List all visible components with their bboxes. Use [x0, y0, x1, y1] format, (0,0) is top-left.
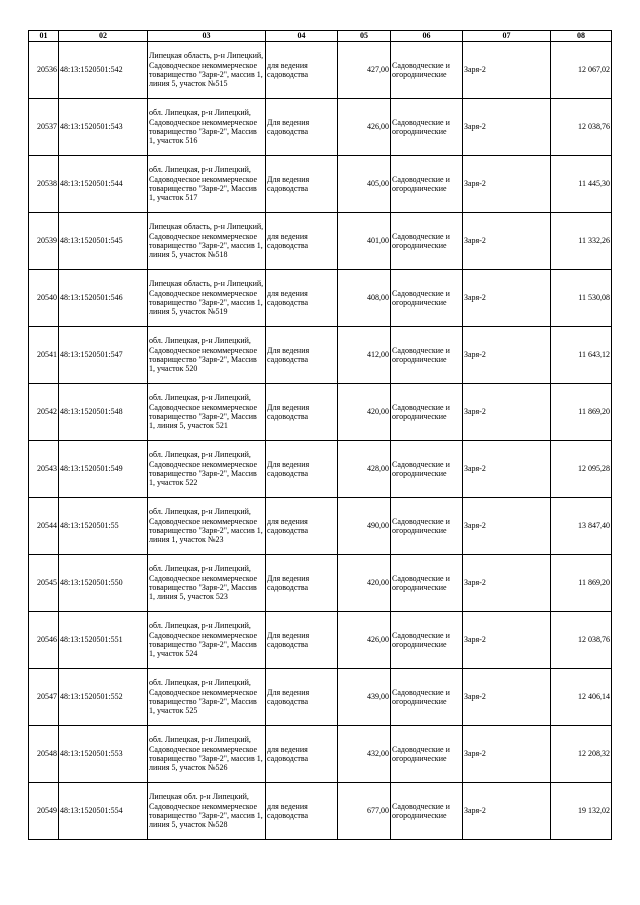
land-category: Садоводческие и огороднические	[392, 402, 450, 421]
row-number: 20543	[37, 464, 57, 474]
association-name-cell	[463, 783, 551, 840]
row-number-cell	[29, 726, 59, 783]
address-cell	[148, 669, 266, 726]
cadastral-number-cell	[59, 783, 148, 840]
cadastral-number: 48:13:1520501:546	[60, 293, 123, 303]
table-row	[29, 384, 612, 441]
association-name: Заря-2	[464, 179, 486, 189]
land-category-cell	[391, 555, 463, 612]
land-category-cell	[391, 327, 463, 384]
address-cell	[148, 270, 266, 327]
association-name-cell	[463, 441, 551, 498]
area-value-cell	[338, 156, 391, 213]
row-number-cell	[29, 441, 59, 498]
land-use-cell	[266, 42, 338, 99]
land-use: Для ведения садоводства	[267, 459, 310, 478]
row-number: 20547	[37, 692, 57, 702]
land-category-cell	[391, 612, 463, 669]
land-category-cell	[391, 99, 463, 156]
table-row	[29, 669, 612, 726]
cadastral-value: 19 132,02	[578, 806, 610, 816]
cadastral-number: 48:13:1520501:545	[60, 236, 123, 246]
area-value: 405,00	[367, 179, 389, 189]
address-cell	[148, 441, 266, 498]
land-category: Садоводческие и огороднические	[392, 516, 450, 535]
cadastral-number-cell	[59, 612, 148, 669]
land-use: Для ведения садоводства	[267, 174, 310, 193]
address-cell	[148, 42, 266, 99]
land-category: Садоводческие и огороднические	[392, 174, 450, 193]
land-category: Садоводческие и огороднические	[392, 345, 450, 364]
land-use-cell	[266, 213, 338, 270]
table-row	[29, 783, 612, 840]
land-use-cell	[266, 156, 338, 213]
land-use-cell	[266, 270, 338, 327]
address: обл. Липецкая, р-н Липецкий, Садоводческое некоммерческое товарищество "Заря-2", Массив 1, участок 516	[149, 108, 258, 146]
table-row	[29, 327, 612, 384]
row-number-cell	[29, 42, 59, 99]
association-name: Заря-2	[464, 350, 486, 360]
cadastral-value-cell	[551, 327, 612, 384]
association-name-cell	[463, 384, 551, 441]
cadastral-number: 48:13:1520501:553	[60, 749, 123, 759]
cadastral-number: 48:13:1520501:554	[60, 806, 123, 816]
land-category: Садоводческие и огороднические	[392, 288, 450, 307]
land-category-cell	[391, 669, 463, 726]
cadastral-number: 48:13:1520501:543	[60, 122, 123, 132]
table-row	[29, 612, 612, 669]
area-value-cell	[338, 384, 391, 441]
association-name-cell	[463, 42, 551, 99]
cadastral-number-cell	[59, 726, 148, 783]
cadastral-number-cell	[59, 99, 148, 156]
address-cell	[148, 783, 266, 840]
cadastral-value-cell	[551, 783, 612, 840]
association-name-cell	[463, 555, 551, 612]
address-cell	[148, 612, 266, 669]
row-number-cell	[29, 156, 59, 213]
cadastral-value-cell	[551, 441, 612, 498]
land-category-cell	[391, 783, 463, 840]
land-use: Для ведения садоводства	[267, 402, 310, 421]
table-body	[29, 42, 612, 840]
row-number: 20544	[37, 521, 57, 531]
row-number: 20539	[37, 236, 57, 246]
cadastral-number: 48:13:1520501:552	[60, 692, 123, 702]
cadastral-number-cell	[59, 498, 148, 555]
address: Липецкая область, р-н Липецкий, Садоводческое некоммерческое товарищество "Заря-2", массив 1, линия 5, участок №519	[149, 279, 264, 317]
table-row	[29, 555, 612, 612]
cadastral-value-cell	[551, 213, 612, 270]
area-value: 412,00	[367, 350, 389, 360]
address-cell	[148, 555, 266, 612]
land-category: Садоводческие и огороднические	[392, 801, 450, 820]
cadastral-number: 48:13:1520501:551	[60, 635, 123, 645]
land-category: Садоводческие и огороднические	[392, 459, 450, 478]
address-cell	[148, 213, 266, 270]
address: обл. Липецкая, р-н Липецкий, Садоводческое некоммерческое товарищество "Заря-2", Массив 1, участок 524	[149, 621, 258, 659]
cadastral-number-cell	[59, 669, 148, 726]
row-number: 20541	[37, 350, 57, 360]
area-value-cell	[338, 783, 391, 840]
cadastral-number-cell	[59, 384, 148, 441]
area-value-cell	[338, 327, 391, 384]
address: обл. Липецкая, р-н Липецкий, Садоводческое некоммерческое товарищество "Заря-2", массив 1, линия 5, участок №526	[149, 735, 263, 773]
area-value-cell	[338, 612, 391, 669]
area-value: 420,00	[367, 407, 389, 417]
area-value-cell	[338, 555, 391, 612]
row-number: 20549	[37, 806, 57, 816]
land-use-cell	[266, 99, 338, 156]
land-category: Садоводческие и огороднические	[392, 630, 450, 649]
column-header: 05	[338, 31, 391, 42]
cadastral-number: 48:13:1520501:544	[60, 179, 123, 189]
land-use: для ведения садоводства	[267, 60, 309, 79]
land-category: Садоводческие и огороднические	[392, 60, 450, 79]
land-category: Садоводческие и огороднические	[392, 744, 450, 763]
table-row	[29, 156, 612, 213]
association-name-cell	[463, 612, 551, 669]
association-name-cell	[463, 327, 551, 384]
row-number-cell	[29, 612, 59, 669]
land-use-cell	[266, 384, 338, 441]
cadastral-number-cell	[59, 156, 148, 213]
area-value-cell	[338, 99, 391, 156]
area-value-cell	[338, 270, 391, 327]
row-number-cell	[29, 669, 59, 726]
association-name-cell	[463, 99, 551, 156]
cadastral-value: 12 067,02	[578, 65, 610, 75]
association-name: Заря-2	[464, 578, 486, 588]
cadastral-number-cell	[59, 42, 148, 99]
land-use-cell	[266, 783, 338, 840]
cadastral-value: 12 038,76	[578, 122, 610, 132]
cadastral-value-cell	[551, 555, 612, 612]
cadastral-value-cell	[551, 669, 612, 726]
association-name: Заря-2	[464, 236, 486, 246]
association-name: Заря-2	[464, 122, 486, 132]
column-header: 08	[551, 31, 612, 42]
address-cell	[148, 726, 266, 783]
cadastral-value-cell	[551, 270, 612, 327]
address: обл. Липецкая, р-н Липецкий, Садоводческое некоммерческое товарищество "Заря-2", Массив 1, участок 520	[149, 336, 258, 374]
area-value: 432,00	[367, 749, 389, 759]
cadastral-number-cell	[59, 555, 148, 612]
address: Липецкая обл. р-н Липецкий, Садоводческое некоммерческое товарищество "Заря-2", массив 1, линия 5, участок №528	[149, 792, 263, 830]
land-use-cell	[266, 669, 338, 726]
land-use: для ведения садоводства	[267, 801, 309, 820]
cadastral-value-cell	[551, 99, 612, 156]
area-value-cell	[338, 726, 391, 783]
cadastral-value: 11 869,20	[578, 407, 610, 417]
address: Липецкая область, р-н Липецкий, Садоводческое некоммерческое товарищество "Заря-2", массив 1, линия 5, участок №518	[149, 222, 264, 260]
cadastral-value-cell	[551, 156, 612, 213]
cadastral-number-cell	[59, 327, 148, 384]
association-name: Заря-2	[464, 749, 486, 759]
column-header: 06	[391, 31, 463, 42]
cadastral-number-cell	[59, 213, 148, 270]
cadastral-value-cell	[551, 42, 612, 99]
row-number: 20540	[37, 293, 57, 303]
cadastral-value: 11 445,30	[578, 179, 610, 189]
land-use-cell	[266, 555, 338, 612]
column-header: 03	[148, 31, 266, 42]
address: обл. Липецкая, р-н Липецкий, Садоводческое некоммерческое товарищество "Заря-2", Массив 1, участок 517	[149, 165, 258, 203]
area-value: 426,00	[367, 635, 389, 645]
area-value-cell	[338, 213, 391, 270]
land-use: для ведения садоводства	[267, 516, 309, 535]
cadastral-value-cell	[551, 498, 612, 555]
land-use: Для ведения садоводства	[267, 117, 310, 136]
area-value: 439,00	[367, 692, 389, 702]
area-value-cell	[338, 669, 391, 726]
land-category: Садоводческие и огороднические	[392, 687, 450, 706]
row-number: 20545	[37, 578, 57, 588]
cadastral-value: 11 530,08	[578, 293, 610, 303]
association-name: Заря-2	[464, 293, 486, 303]
land-category-cell	[391, 213, 463, 270]
area-value: 490,00	[367, 521, 389, 531]
cadastral-value: 11 332,26	[578, 236, 610, 246]
association-name: Заря-2	[464, 521, 486, 531]
cadastral-number: 48:13:1520501:55	[60, 521, 119, 531]
row-number: 20536	[37, 65, 57, 75]
land-category-cell	[391, 384, 463, 441]
row-number-cell	[29, 99, 59, 156]
address: обл. Липецкая, р-н Липецкий, Садоводческое некоммерческое товарищество "Заря-2", Массив 1, линия 5, участок 523	[149, 564, 258, 602]
association-name-cell	[463, 156, 551, 213]
table-row	[29, 99, 612, 156]
cadastral-number: 48:13:1520501:542	[60, 65, 123, 75]
row-number-cell	[29, 384, 59, 441]
cadastral-value: 11 869,20	[578, 578, 610, 588]
table-row	[29, 498, 612, 555]
cadastral-value: 12 038,76	[578, 635, 610, 645]
land-use: Для ведения садоводства	[267, 687, 310, 706]
cadastral-number-cell	[59, 441, 148, 498]
cadastral-value: 12 095,28	[578, 464, 610, 474]
cadastral-value-cell	[551, 384, 612, 441]
association-name: Заря-2	[464, 806, 486, 816]
area-value-cell	[338, 441, 391, 498]
area-value: 408,00	[367, 293, 389, 303]
land-use: для ведения садоводства	[267, 744, 309, 763]
association-name-cell	[463, 270, 551, 327]
cadastral-value: 11 643,12	[578, 350, 610, 360]
land-use: Для ведения садоводства	[267, 630, 310, 649]
land-use-cell	[266, 327, 338, 384]
address: Липецкая область, р-н Липецкий, Садоводческое некоммерческое товарищество "Заря-2", массив 1, линия 5, участок №515	[149, 51, 264, 89]
address-cell	[148, 498, 266, 555]
row-number-cell	[29, 555, 59, 612]
land-category-cell	[391, 270, 463, 327]
land-category-cell	[391, 42, 463, 99]
land-category-cell	[391, 726, 463, 783]
association-name-cell	[463, 669, 551, 726]
area-value: 401,00	[367, 236, 389, 246]
row-number-cell	[29, 498, 59, 555]
association-name: Заря-2	[464, 65, 486, 75]
land-use: Для ведения садоводства	[267, 345, 310, 364]
table-row	[29, 213, 612, 270]
table-row	[29, 726, 612, 783]
area-value: 426,00	[367, 122, 389, 132]
area-value-cell	[338, 42, 391, 99]
address-cell	[148, 384, 266, 441]
land-category: Садоводческие и огороднические	[392, 117, 450, 136]
land-use-cell	[266, 498, 338, 555]
cadastral-value: 13 847,40	[578, 521, 610, 531]
land-use-cell	[266, 612, 338, 669]
cadastral-number: 48:13:1520501:547	[60, 350, 123, 360]
land-category: Садоводческие и огороднические	[392, 573, 450, 592]
area-value: 427,00	[367, 65, 389, 75]
cadastral-number-cell	[59, 270, 148, 327]
address: обл. Липецкая, р-н Липецкий, Садоводческое некоммерческое товарищество "Заря-2", Массив 1, участок 525	[149, 678, 258, 716]
address-cell	[148, 99, 266, 156]
land-use: Для ведения садоводства	[267, 573, 310, 592]
association-name: Заря-2	[464, 407, 486, 417]
land-category-cell	[391, 441, 463, 498]
association-name: Заря-2	[464, 635, 486, 645]
land-registry-table	[28, 30, 612, 840]
land-use: для ведения садоводства	[267, 288, 309, 307]
table-row	[29, 270, 612, 327]
land-use-cell	[266, 441, 338, 498]
cadastral-value-cell	[551, 726, 612, 783]
table-row	[29, 441, 612, 498]
row-number-cell	[29, 327, 59, 384]
column-header: 02	[59, 31, 148, 42]
area-value: 428,00	[367, 464, 389, 474]
column-header: 07	[463, 31, 551, 42]
row-number: 20538	[37, 179, 57, 189]
area-value: 420,00	[367, 578, 389, 588]
header-row	[29, 31, 612, 42]
address-cell	[148, 156, 266, 213]
address: обл. Липецкая, р-н Липецкий, Садоводческое некоммерческое товарищество "Заря-2", Массив 1, участок 522	[149, 450, 258, 488]
column-header: 04	[266, 31, 338, 42]
association-name: Заря-2	[464, 464, 486, 474]
association-name-cell	[463, 498, 551, 555]
area-value-cell	[338, 498, 391, 555]
cadastral-number: 48:13:1520501:549	[60, 464, 123, 474]
row-number-cell	[29, 783, 59, 840]
cadastral-value-cell	[551, 612, 612, 669]
row-number: 20537	[37, 122, 57, 132]
area-value: 677,00	[367, 806, 389, 816]
column-header: 01	[29, 31, 59, 42]
land-category: Садоводческие и огороднические	[392, 231, 450, 250]
row-number-cell	[29, 213, 59, 270]
address-cell	[148, 327, 266, 384]
cadastral-number: 48:13:1520501:548	[60, 407, 123, 417]
row-number: 20542	[37, 407, 57, 417]
association-name-cell	[463, 213, 551, 270]
table-row	[29, 42, 612, 99]
cadastral-value: 12 208,32	[578, 749, 610, 759]
cadastral-value: 12 406,14	[578, 692, 610, 702]
land-use-cell	[266, 726, 338, 783]
address: обл. Липецкая, р-н Липецкий, Садоводческое некоммерческое товарищество "Заря-2", Массив 1, линия 5, участок 521	[149, 393, 258, 431]
land-category-cell	[391, 498, 463, 555]
land-use: для ведения садоводства	[267, 231, 309, 250]
association-name-cell	[463, 726, 551, 783]
cadastral-number: 48:13:1520501:550	[60, 578, 123, 588]
association-name: Заря-2	[464, 692, 486, 702]
row-number: 20546	[37, 635, 57, 645]
row-number: 20548	[37, 749, 57, 759]
row-number-cell	[29, 270, 59, 327]
address: обл. Липецкая, р-н Липецкий, Садоводческое некоммерческое товарищество "Заря-2", массив 1, линия 1, участок №23	[149, 507, 263, 545]
land-category-cell	[391, 156, 463, 213]
